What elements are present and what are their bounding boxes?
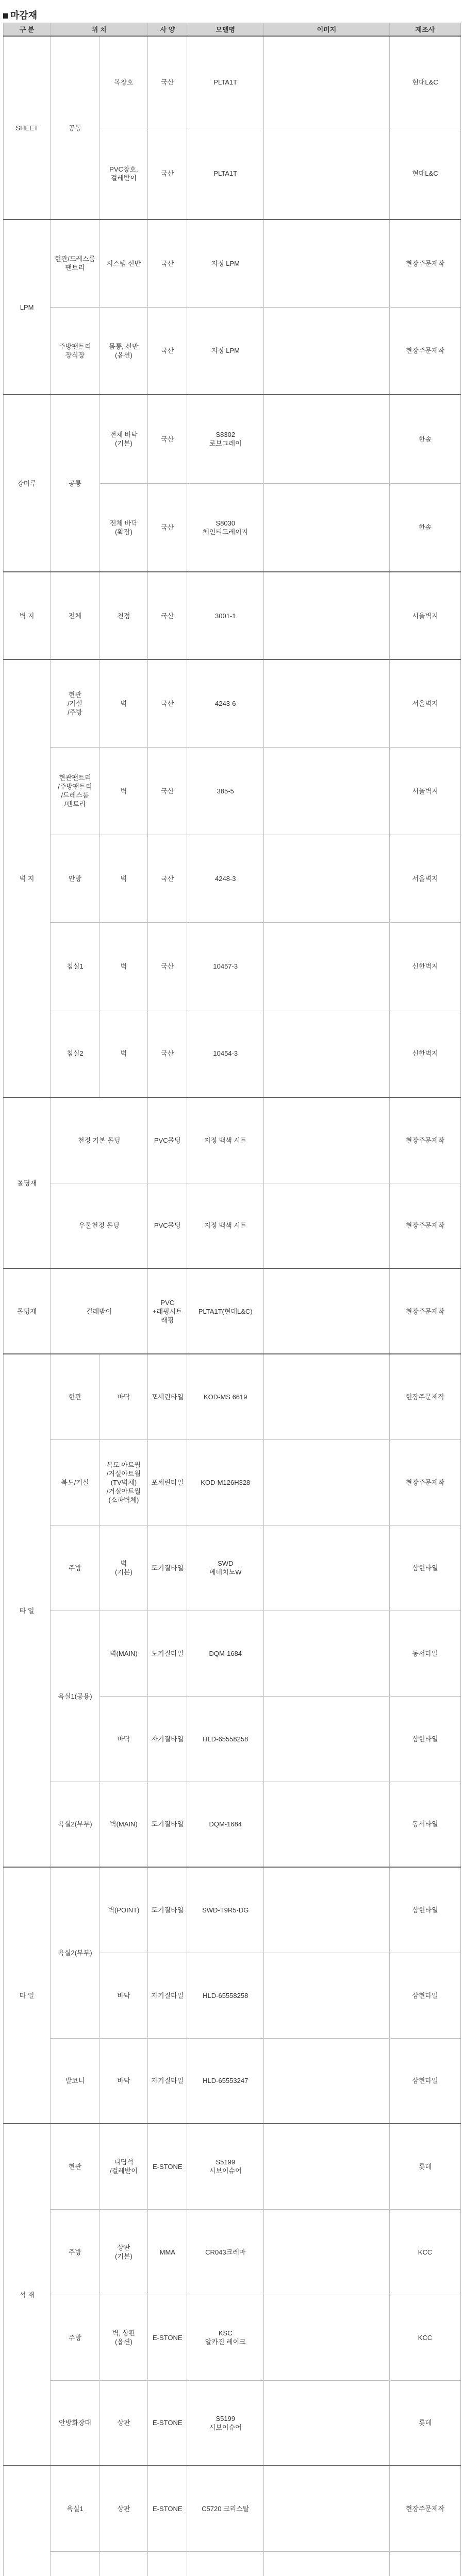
table-row — [4, 395, 461, 483]
title-text: 마감재 — [10, 10, 38, 21]
location-secondary: 벽(MAIN) — [100, 1611, 147, 1696]
maker-cell: 서울벽지 — [390, 835, 461, 922]
location-primary: 현관 /거실 /주방 — [51, 659, 100, 747]
image-cell — [264, 2124, 390, 2209]
spec-cell: 국산 — [148, 219, 187, 307]
maker-cell: 동서타일 — [390, 1611, 461, 1696]
location-secondary: 벽(POINT) — [100, 1867, 147, 1953]
spec-cell: E-STONE — [148, 2124, 187, 2209]
table-row — [4, 2295, 461, 2380]
maker-cell: 롯데 — [390, 2380, 461, 2466]
model-cell: CR043크레마 — [187, 2209, 264, 2295]
model-cell: KSC 알카진 레이크 — [187, 2295, 264, 2380]
model-cell — [187, 2551, 264, 2576]
maker-cell: 현대L&C — [390, 128, 461, 219]
spec-cell: 국산 — [148, 395, 187, 483]
model-cell: C5720 크리스탈 — [187, 2466, 264, 2551]
group-label — [4, 2466, 51, 2576]
table-row — [4, 1010, 461, 1097]
location-primary: 주방 — [51, 1525, 100, 1611]
model-cell: HLD-65558258 — [187, 1696, 264, 1782]
image-cell — [264, 1953, 390, 2038]
location-secondary: 전체 바닥 (확장) — [100, 483, 147, 572]
spec-cell: 국산 — [148, 835, 187, 922]
table-row — [4, 1867, 461, 1953]
group-label: 몰딩재 — [4, 1268, 51, 1354]
maker-cell: 현장주문제작 — [390, 1183, 461, 1268]
location-secondary: PVC창호, 걸레받이 — [100, 128, 147, 219]
spec-cell: 포세린타일 — [148, 1354, 187, 1439]
model-cell: S5199 시보이슈어 — [187, 2124, 264, 2209]
table-row — [4, 835, 461, 922]
maker-cell: 한솔 — [390, 483, 461, 572]
maker-cell: 현장주문제작 — [390, 2466, 461, 2551]
image-cell — [264, 2295, 390, 2380]
location-primary — [51, 2551, 100, 2576]
image-cell — [264, 1097, 390, 1183]
image-cell — [264, 572, 390, 659]
spec-cell: 국산 — [148, 483, 187, 572]
group-label: 강마루 — [4, 395, 51, 572]
image-cell — [264, 1268, 390, 1354]
spec-cell: 국산 — [148, 747, 187, 835]
location-secondary: 벽 — [100, 1010, 147, 1097]
image-cell — [264, 219, 390, 307]
location-primary: 걸레받이 — [51, 1268, 148, 1354]
finish-table-container — [3, 23, 461, 2576]
image-cell — [264, 128, 390, 219]
spec-cell: 국산 — [148, 572, 187, 659]
model-cell: KOD-M126H328 — [187, 1439, 264, 1525]
image-cell — [264, 1696, 390, 1782]
location-primary: 안방 — [51, 835, 100, 922]
header-model: 모델명 — [187, 23, 264, 37]
spec-cell: 국산 — [148, 922, 187, 1010]
location-primary: 침실1 — [51, 922, 100, 1010]
group-label: 몰딩재 — [4, 1097, 51, 1268]
location-primary: 주방 — [51, 2209, 100, 2295]
location-secondary: 복도 아트월 /거실아트월 (TV벽체) /거실아트월 (소파벽체) — [100, 1439, 147, 1525]
location-primary: 주방팬트리 장식장 — [51, 307, 100, 395]
table-row — [4, 307, 461, 395]
image-cell — [264, 922, 390, 1010]
location-primary: 침실2 — [51, 1010, 100, 1097]
spec-cell: E-STONE — [148, 2466, 187, 2551]
location-primary: 천정 기본 몰딩 — [51, 1097, 148, 1183]
header-maker: 제조사 — [390, 23, 461, 37]
spec-cell: 포세린타일 — [148, 1439, 187, 1525]
image-cell — [264, 835, 390, 922]
maker-cell — [390, 2551, 461, 2576]
model-cell: 4243-6 — [187, 659, 264, 747]
location-primary: 공통 — [51, 36, 100, 219]
group-label: LPM — [4, 219, 51, 395]
location-primary: 욕실1(공용) — [51, 1611, 100, 1782]
location-secondary: 벽 — [100, 747, 147, 835]
spec-cell: PVC몰딩 — [148, 1097, 187, 1183]
location-secondary: 벽 — [100, 922, 147, 1010]
spec-cell: 자기질타일 — [148, 2038, 187, 2124]
finish-materials-table — [3, 23, 461, 2576]
spec-cell: PVC +래핑시트 래핑 — [148, 1268, 187, 1354]
image-cell — [264, 1525, 390, 1611]
maker-cell: 삼현타일 — [390, 1525, 461, 1611]
maker-cell: KCC — [390, 2295, 461, 2380]
location-primary: 안방화장대 — [51, 2380, 100, 2466]
model-cell: 지정 LPM — [187, 307, 264, 395]
table-row — [4, 36, 461, 128]
location-primary: 우물천정 몰딩 — [51, 1183, 148, 1268]
maker-cell: 신한벽지 — [390, 922, 461, 1010]
model-cell: PLTA1T(현대L&C) — [187, 1268, 264, 1354]
spec-cell: 도기질타일 — [148, 1611, 187, 1696]
spec-cell: 자기질타일 — [148, 1696, 187, 1782]
location-secondary: 목창호 — [100, 36, 147, 128]
image-cell — [264, 1439, 390, 1525]
maker-cell: 한솔 — [390, 395, 461, 483]
location-primary: 현관팬트리 /주방팬트리 /드레스룸 /팬트리 — [51, 747, 100, 835]
maker-cell: 현대L&C — [390, 36, 461, 128]
header-image: 이미지 — [264, 23, 390, 37]
spec-cell: E-STONE — [148, 2295, 187, 2380]
maker-cell: 삼현타일 — [390, 1696, 461, 1782]
location-primary: 현관 — [51, 1354, 100, 1439]
image-cell — [264, 2038, 390, 2124]
location-secondary: 디딤석 /걸레받이 — [100, 2124, 147, 2209]
location-secondary: 천정 — [100, 572, 147, 659]
table-row — [4, 2209, 461, 2295]
table-row — [4, 1525, 461, 1611]
group-label: 타 일 — [4, 1867, 51, 2124]
model-cell: S5199 시보이슈어 — [187, 2380, 264, 2466]
group-label: 벽 지 — [4, 572, 51, 659]
maker-cell: 서울벽지 — [390, 572, 461, 659]
spec-cell: PVC몰딩 — [148, 1183, 187, 1268]
image-cell — [264, 2551, 390, 2576]
table-row — [4, 659, 461, 747]
model-cell: PLTA1T — [187, 128, 264, 219]
maker-cell: 동서타일 — [390, 1782, 461, 1867]
model-cell: KOD-MS 6619 — [187, 1354, 264, 1439]
table-row — [4, 922, 461, 1010]
image-cell — [264, 1354, 390, 1439]
table-row — [4, 2551, 461, 2576]
image-cell — [264, 1183, 390, 1268]
spec-cell: 국산 — [148, 307, 187, 395]
image-cell — [264, 1867, 390, 1953]
location-primary: 현관 — [51, 2124, 100, 2209]
group-label: 석 재 — [4, 2124, 51, 2466]
image-cell — [264, 747, 390, 835]
table-row — [4, 2466, 461, 2551]
location-secondary: 벽 — [100, 659, 147, 747]
table-row — [4, 1183, 461, 1268]
table-row — [4, 219, 461, 307]
table-row — [4, 1097, 461, 1183]
spec-cell: E-STONE — [148, 2380, 187, 2466]
model-cell: DQM-1684 — [187, 1782, 264, 1867]
location-primary: 욕실2(부부) — [51, 1867, 100, 2038]
model-cell: 3001-1 — [187, 572, 264, 659]
location-secondary: 벽, 상판 (옵션) — [100, 2295, 147, 2380]
location-primary: 욕실1 — [51, 2466, 100, 2551]
maker-cell: 삼현타일 — [390, 1953, 461, 2038]
maker-cell: 신한벽지 — [390, 1010, 461, 1097]
location-primary: 복도/거실 — [51, 1439, 100, 1525]
location-secondary: 벽 (기본) — [100, 1525, 147, 1611]
table-row — [4, 1611, 461, 1696]
location-primary: 현관/드레스룸 팬트리 — [51, 219, 100, 307]
model-cell: 10454-3 — [187, 1010, 264, 1097]
maker-cell: 삼현타일 — [390, 2038, 461, 2124]
table-row — [4, 1268, 461, 1354]
image-cell — [264, 2380, 390, 2466]
location-primary: 발코니 — [51, 2038, 100, 2124]
model-cell: 385-5 — [187, 747, 264, 835]
maker-cell: 현장주문제작 — [390, 219, 461, 307]
location-secondary: 상판 (기본) — [100, 2209, 147, 2295]
model-cell: SWD 베네치노W — [187, 1525, 264, 1611]
spec-cell: 국산 — [148, 1010, 187, 1097]
spec-cell: 국산 — [148, 36, 187, 128]
maker-cell: 서울벽지 — [390, 747, 461, 835]
square-bullet-icon — [3, 13, 8, 19]
spec-cell — [148, 2551, 187, 2576]
maker-cell: 서울벽지 — [390, 659, 461, 747]
model-cell: SWD-T9R5-DG — [187, 1867, 264, 1953]
location-secondary: 바닥 — [100, 1696, 147, 1782]
maker-cell: 현장주문제작 — [390, 1354, 461, 1439]
image-cell — [264, 2466, 390, 2551]
table-row — [4, 1782, 461, 1867]
maker-cell: 삼현타일 — [390, 1867, 461, 1953]
table-row — [4, 1354, 461, 1439]
image-cell — [264, 395, 390, 483]
location-primary: 욕실2(부부) — [51, 1782, 100, 1867]
image-cell — [264, 1010, 390, 1097]
model-cell: 4248-3 — [187, 835, 264, 922]
image-cell — [264, 1782, 390, 1867]
table-row — [4, 572, 461, 659]
model-cell: HLD-65558258 — [187, 1953, 264, 2038]
spec-cell: 자기질타일 — [148, 1953, 187, 2038]
model-cell: S8030 헤인티드레이지 — [187, 483, 264, 572]
model-cell: 10457-3 — [187, 922, 264, 1010]
spec-cell: 도기질타일 — [148, 1782, 187, 1867]
location-secondary: 바닥 — [100, 2038, 147, 2124]
model-cell: 지정 백색 시트 — [187, 1183, 264, 1268]
maker-cell: 현장주문제작 — [390, 1097, 461, 1183]
image-cell — [264, 2209, 390, 2295]
header-location: 위 치 — [51, 23, 148, 37]
page-title — [3, 8, 37, 22]
image-cell — [264, 483, 390, 572]
maker-cell: KCC — [390, 2209, 461, 2295]
spec-cell: 도기질타일 — [148, 1525, 187, 1611]
table-row — [4, 2124, 461, 2209]
location-secondary: 바닥 — [100, 1953, 147, 2038]
spec-cell: 도기질타일 — [148, 1867, 187, 1953]
location-primary: 전체 — [51, 572, 100, 659]
group-label: SHEET — [4, 36, 51, 219]
group-label: 벽 지 — [4, 659, 51, 1097]
location-secondary — [100, 2551, 147, 2576]
location-secondary: 바닥 — [100, 1354, 147, 1439]
image-cell — [264, 36, 390, 128]
spec-cell: 국산 — [148, 659, 187, 747]
model-cell: S8302 로브그레이 — [187, 395, 264, 483]
group-label: 타 일 — [4, 1354, 51, 1867]
maker-cell: 롯데 — [390, 2124, 461, 2209]
model-cell: 지정 백색 시트 — [187, 1097, 264, 1183]
location-secondary: 상판 — [100, 2466, 147, 2551]
location-secondary: 벽(MAIN) — [100, 1782, 147, 1867]
header-spec: 사 양 — [148, 23, 187, 37]
model-cell: 지정 LPM — [187, 219, 264, 307]
image-cell — [264, 307, 390, 395]
table-header-row — [4, 23, 461, 37]
table-row — [4, 2038, 461, 2124]
location-primary: 주방 — [51, 2295, 100, 2380]
location-secondary: 상판 — [100, 2380, 147, 2466]
maker-cell: 현장주문제작 — [390, 1268, 461, 1354]
location-secondary: 몸통, 선반 (옵션) — [100, 307, 147, 395]
spec-cell: MMA — [148, 2209, 187, 2295]
table-row — [4, 747, 461, 835]
spec-cell: 국산 — [148, 128, 187, 219]
location-primary: 공통 — [51, 395, 100, 572]
model-cell: PLTA1T — [187, 36, 264, 128]
table-row — [4, 1439, 461, 1525]
model-cell: HLD-65553247 — [187, 2038, 264, 2124]
image-cell — [264, 659, 390, 747]
location-secondary: 시스템 선반 — [100, 219, 147, 307]
table-row — [4, 2380, 461, 2466]
image-cell — [264, 1611, 390, 1696]
header-category: 구 분 — [4, 23, 51, 37]
location-secondary: 벽 — [100, 835, 147, 922]
model-cell: DQM-1684 — [187, 1611, 264, 1696]
location-secondary: 전체 바닥 (기본) — [100, 395, 147, 483]
maker-cell: 현장주문제작 — [390, 1439, 461, 1525]
maker-cell: 현장주문제작 — [390, 307, 461, 395]
